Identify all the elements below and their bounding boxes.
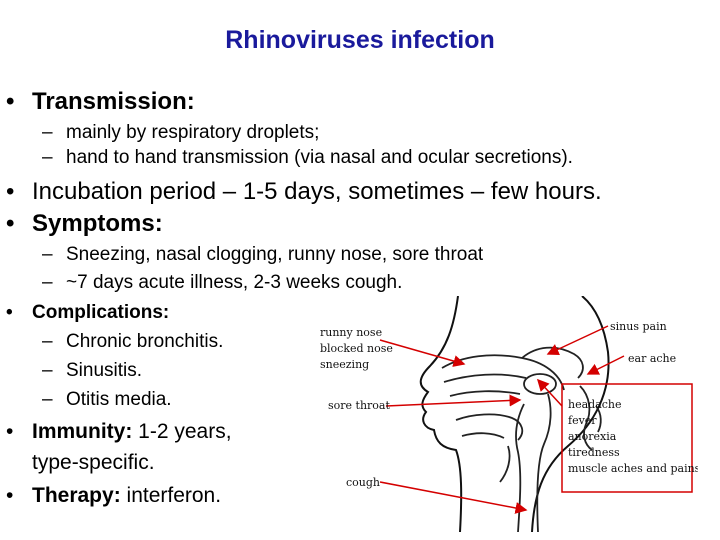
label-runny-nose: runny nose <box>320 326 383 339</box>
symptoms-item-text: ~7 days acute illness, 2-3 weeks cough. <box>66 272 403 293</box>
bullet-marker: • <box>6 178 15 205</box>
incubation-text: Incubation period – 1-5 days, sometimes – few hours. <box>32 178 602 205</box>
slide-title: Rhinoviruses infection <box>225 26 495 54</box>
bullet-marker: • <box>6 484 14 507</box>
label-cough: cough <box>346 476 380 489</box>
illustration-svg <box>312 296 698 532</box>
dash-marker: – <box>42 360 53 381</box>
bullet-marker: • <box>6 302 13 323</box>
label-blocked-nose: blocked nose <box>320 342 393 355</box>
label-headache: headache <box>568 398 622 411</box>
dash-marker: – <box>42 122 53 143</box>
bullet-symptoms <box>6 210 163 238</box>
transmission-item-1 <box>42 122 319 144</box>
dash-marker: – <box>42 244 53 265</box>
symptoms-item-2 <box>42 272 402 294</box>
bullet-incubation <box>6 178 602 206</box>
complications-item-1 <box>42 331 223 353</box>
label-sinus-pain: sinus pain <box>610 320 667 333</box>
label-muscle-aches: muscle aches and pains <box>568 462 698 475</box>
symptoms-item-text: Sneezing, nasal clogging, runny nose, sore throat <box>66 244 484 265</box>
immunity-label: Immunity: <box>32 420 133 443</box>
transmission-item-text: mainly by respiratory droplets; <box>66 122 320 143</box>
complications-item-2 <box>42 360 142 382</box>
label-ear-ache: ear ache <box>628 352 677 365</box>
bullet-transmission <box>6 88 195 116</box>
bullet-immunity <box>6 420 232 444</box>
dash-marker: – <box>42 331 53 352</box>
symptoms-item-1 <box>42 244 483 266</box>
bullet-therapy <box>6 484 221 508</box>
therapy-text: interferon. <box>120 484 222 507</box>
label-anorexia: anorexia <box>568 430 617 443</box>
complications-item-text: Sinusitis. <box>66 360 143 381</box>
dash-marker: – <box>42 389 53 410</box>
head-symptoms-illustration <box>312 296 698 532</box>
symptoms-label: Symptoms: <box>32 210 163 237</box>
complications-item-text: Chronic bronchitis. <box>66 331 224 352</box>
bullet-complications <box>6 302 169 324</box>
bullet-marker: • <box>6 420 14 443</box>
dash-marker: – <box>42 147 53 168</box>
label-sneezing: sneezing <box>320 358 370 371</box>
label-tiredness: tiredness <box>568 446 620 459</box>
transmission-label: Transmission: <box>32 88 195 115</box>
label-fever: fever <box>568 414 597 427</box>
complications-item-3 <box>42 389 172 411</box>
immunity-text: 1-2 years, <box>132 420 232 443</box>
complications-label: Complications: <box>32 302 170 323</box>
transmission-item-2 <box>42 147 573 169</box>
immunity-continuation: type-specific. <box>32 451 155 474</box>
complications-item-text: Otitis media. <box>66 389 172 410</box>
therapy-label: Therapy: <box>32 484 121 507</box>
bullet-marker: • <box>6 88 15 115</box>
dash-marker: – <box>42 272 53 293</box>
label-sore-throat: sore throat <box>328 399 390 412</box>
bullet-marker: • <box>6 210 15 237</box>
transmission-item-text: hand to hand transmission (via nasal and ocular secretions). <box>66 147 573 168</box>
